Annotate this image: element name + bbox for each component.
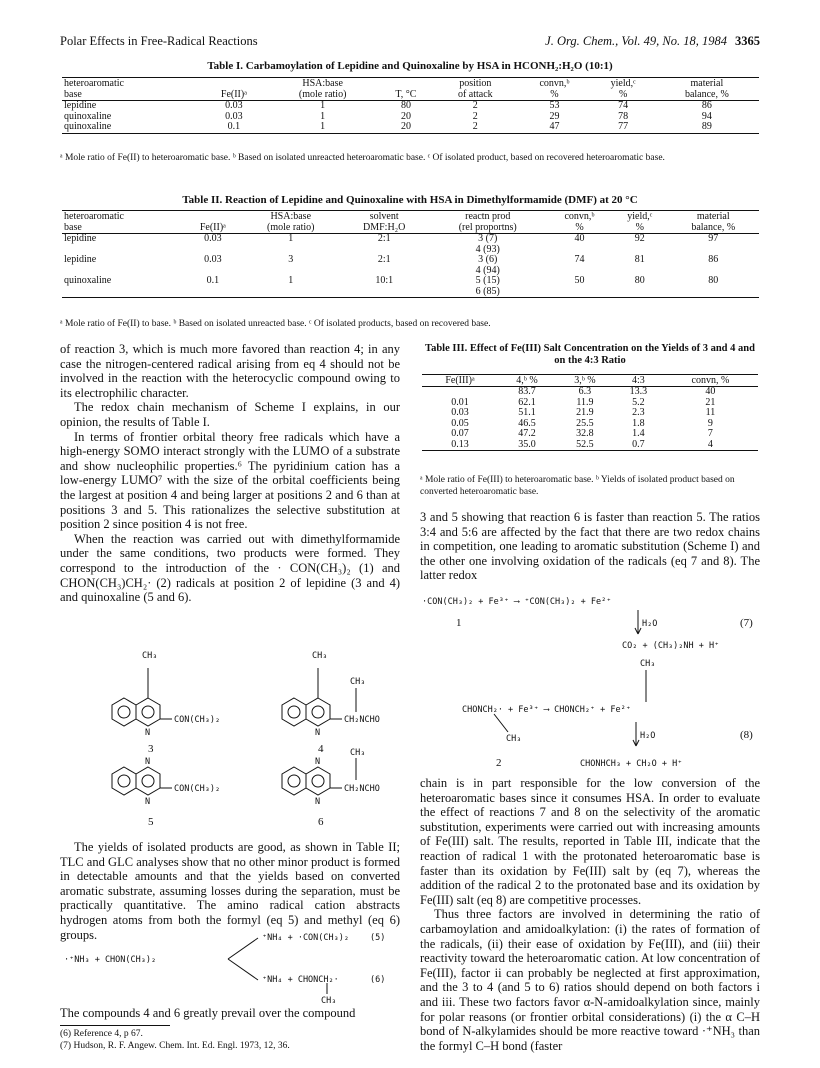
table-cell: 5 (15) 6 (85) <box>429 276 548 298</box>
table3-title: Table III. Effect of Fe(III) Salt Concentration on the Yields of 3 and 4 and on the 4:3 Ratio <box>425 343 755 366</box>
column-header: Fe(II)ᵃ <box>201 89 266 101</box>
n-label: N <box>145 757 151 767</box>
radical-label: 1 <box>456 617 462 629</box>
page-number: 3365 <box>735 34 760 48</box>
right-column-bottom <box>420 776 760 1053</box>
water-label: H₂O <box>640 731 656 741</box>
column-header: % <box>612 222 668 234</box>
table-cell: 80 <box>668 276 759 298</box>
table-cell: 74 <box>618 100 629 111</box>
right-column-top <box>420 510 760 583</box>
column-header: DMF:H₂O <box>340 222 429 234</box>
table-cell: 35.0 <box>498 440 556 451</box>
column-header: (rel proportns) <box>429 222 548 234</box>
column-header: Fe(II)ᵃ <box>184 222 241 234</box>
table-row <box>422 408 758 419</box>
table-cell: 2 <box>472 110 478 122</box>
ch3-label: CH₃ <box>506 734 522 744</box>
table-cell: quinoxaline <box>64 110 112 122</box>
reference-7: (7) Hudson, R. F. Angew. Chem. Int. Ed. Engl. 1973, 12, 36. <box>60 1041 290 1051</box>
column-header <box>379 78 434 90</box>
paragraph: of reaction 3, which is much more favored than reaction 4; in any case the nitrogen-centered radical arising from eq 4 should not be involved in the reaction with the heterocyclic compound owing to its electrophilic character. <box>60 342 400 400</box>
substituent-label: CH₂NCHO <box>344 784 380 794</box>
table-row <box>422 387 758 398</box>
eq56-reactant: ·⁺NH₃ + CHON(CH₃)₂ <box>64 955 157 965</box>
eq8-products: CHONHCH₃ + CH₂O + H⁺ <box>580 759 683 769</box>
column-header <box>184 211 241 223</box>
table-cell: lepidine <box>64 233 97 244</box>
table2-footnote: ᵃ Mole ratio of Fe(II) to base. ᵇ Based on isolated unreacted base. ᶜ Of isolated products, based on recovered base. <box>60 319 491 329</box>
table2 <box>62 210 759 298</box>
compound-label: 6 <box>318 816 324 828</box>
column-header: % <box>517 89 591 101</box>
column-header: balance, % <box>668 222 759 234</box>
table-cell: 9 <box>707 417 713 429</box>
eq7-products: CO₂ + (CH₃)₂NH + H⁺ <box>622 641 720 651</box>
ring <box>136 698 160 726</box>
table-cell: 53 <box>549 100 560 111</box>
table-cell: 40 <box>574 233 585 244</box>
eq-number: (8) <box>740 729 753 741</box>
table-cell: quinoxaline <box>62 276 184 298</box>
column-header: Fe(III)ᵃ <box>422 375 498 387</box>
column-header: balance, % <box>655 89 759 101</box>
column-header: % <box>592 89 655 101</box>
table-cell: 3 (6) 4 (94) <box>475 254 500 276</box>
table3 <box>422 374 758 451</box>
n-label: N <box>315 797 321 807</box>
table-cell: 46.5 <box>518 417 536 429</box>
table-cell: 62.1 <box>518 396 536 408</box>
table-cell: 92 <box>634 233 645 244</box>
table-cell: 2.3 <box>632 407 645 418</box>
table-cell: 20 <box>379 122 434 133</box>
column-header: T, °C <box>379 89 434 101</box>
table1-footnote: ᵃ Mole ratio of Fe(II) to heteroaromatic base. ᵇ Based on isolated unreacted heteroaromatic base. ᶜ Of isolated product, based on recovered heteroaromatic base. <box>60 153 665 163</box>
table-cell: 2 <box>472 100 478 111</box>
table-cell: 74 <box>574 254 585 265</box>
table-row <box>62 255 759 276</box>
table-cell: 80 <box>400 100 411 111</box>
table-cell: 10:1 <box>340 276 429 298</box>
table-cell: 83.7 <box>518 386 536 397</box>
table-cell: 52.5 <box>556 440 614 451</box>
reference-6: (6) Reference 4, p 67. <box>60 1029 143 1039</box>
column-header: position <box>433 78 517 90</box>
running-header <box>60 34 760 52</box>
eq-number: (6) <box>370 975 386 985</box>
table-cell: 1 <box>288 233 294 244</box>
paragraph: Thus three factors are involved in determining the ratio of carbamoylation and amidoalkylation: (i) the rates of formation of the radicals, (ii) their ease of oxidation by Fe(III), and (iii) their reactivity toward the heteroaromatic cation. At low concentration of Fe(III), factor ii can probably be neglected at first approximation, and the 3 to 4 (and 5 to 6) ratios should depend on both factors i and iii. These two factors favor α-N-amidoalkylation since, mainly for polar reasons (or frontier orbital considerations) (i) the α C–H bond of N-alkylamides should be more reactive toward ·⁺NH₃ than the formyl C–H bond (faster <box>420 907 760 1053</box>
table-cell: 47.2 <box>518 428 536 439</box>
table-cell: 21.9 <box>576 407 594 418</box>
table-cell: 0.03 <box>204 233 222 244</box>
column-header: reactn prod <box>429 211 548 223</box>
table-cell: 51.1 <box>518 407 536 418</box>
column-header: heteroaromatic <box>62 78 201 90</box>
table-cell: 0.03 <box>225 100 243 111</box>
table-cell: 11 <box>705 407 716 418</box>
column-header: HSA:base <box>267 78 379 90</box>
table-cell: 1 <box>242 276 340 298</box>
compound-label: 5 <box>148 816 154 828</box>
table-cell: 0.01 <box>451 396 469 408</box>
eq-number: (7) <box>740 617 753 629</box>
table-cell: 1.4 <box>632 428 645 439</box>
substituent-label: CON(CH₃)₂ <box>174 715 221 725</box>
column-header: material <box>668 211 759 223</box>
table-cell: 13.3 <box>629 386 648 397</box>
table-cell: 0.05 <box>451 417 469 429</box>
table-cell: 25.5 <box>576 417 594 429</box>
ch3-label: CH₃ <box>312 651 328 661</box>
table-cell: 40 <box>705 386 716 397</box>
column-header: (mole ratio) <box>267 89 379 101</box>
table-cell: 1 <box>320 100 326 111</box>
table-cell: 1 <box>267 122 379 133</box>
radical-label: 2 <box>496 757 502 769</box>
ch3-label: CH₃ <box>350 677 366 687</box>
column-header: convn, % <box>663 375 758 387</box>
table-cell: 4 <box>663 440 758 451</box>
column-header <box>201 78 266 90</box>
table-cell: 2 <box>433 122 517 133</box>
column-header: yield,ᶜ <box>592 78 655 90</box>
table-cell: 80 <box>612 276 668 298</box>
table-row <box>62 122 759 133</box>
table-cell: 2:1 <box>377 233 391 244</box>
references <box>60 1028 400 1052</box>
table-cell: 0.13 <box>422 440 498 451</box>
table-cell: quinoxaline <box>62 122 201 133</box>
paragraph: 3 and 5 showing that reaction 6 is faster than reaction 5. The ratios 3:4 and 5:6 are affected by the fact that there are two redox chains in competition, one leading to aromatic substitution (Scheme I) and the other one involving oxidation of the radicals (eq 7 and 8). The latter redox <box>420 510 760 583</box>
column-header: 4:3 <box>614 375 663 387</box>
table-cell: 0.03 <box>451 407 469 418</box>
compound-label: 4 <box>318 743 324 755</box>
table-cell: 11.9 <box>576 396 594 408</box>
table-cell: 2:1 <box>377 254 391 265</box>
table-cell: 21 <box>705 396 716 408</box>
column-header: convn,ᵇ <box>517 78 591 90</box>
table-cell: 3 (7) 4 (93) <box>475 233 500 255</box>
ch3-label: CH₃ <box>640 659 656 669</box>
eq7-line: ·CON(CH₃)₂ + Fe³⁺ ⟶ ⁺CON(CH₃)₂ + Fe²⁺ <box>422 597 612 607</box>
eq-number: (5) <box>370 933 386 943</box>
table1 <box>62 77 759 134</box>
table-cell: 3 <box>288 254 294 265</box>
n-label: N <box>145 797 151 807</box>
paragraph: In terms of frontier orbital theory free radicals which have a high-energy SOMO interact strongly with the LUMO of a substrate and show nucleophilic properties.⁶ The pyridinium cation has a low-energy LUMO⁷ with the size of the orbital coefficients being the largest at position 4 and being larger at positions 2 and 6 than at positions 3 and 5. This rationalizes the selective substitution at position 2 since position 4 is not free. <box>60 429 400 532</box>
substituent-label: CH₂NCHO <box>344 715 380 725</box>
ring <box>112 698 136 726</box>
table-cell: 6.3 <box>578 386 592 397</box>
left-column-top <box>60 342 400 605</box>
table-cell: 47 <box>517 122 591 133</box>
table-row <box>62 234 759 256</box>
table-cell: 97 <box>708 233 719 244</box>
paragraph: The compounds 4 and 6 greatly prevail over the compound <box>60 1006 356 1020</box>
column-header: % <box>547 222 612 234</box>
paragraph: When the reaction was carried out with dimethylformamide under the same conditions, two products were formed. They correspond to the introduction of the · CON(CH₃)₂ (1) and CHON(CH₃)CH₂· (2) radicals at position 2 of lepidine (3 and 4) and quinoxaline (5 and 6). <box>60 531 400 605</box>
table-cell: lepidine <box>64 254 97 265</box>
table-cell: 0.1 <box>184 276 241 298</box>
ch3-label: CH₃ <box>321 996 337 1004</box>
column-header: heteroaromatic <box>62 211 184 223</box>
equations-5-6 <box>60 926 400 1004</box>
eq5-product: ⁺NH₄ + ·CON(CH₃)₂ <box>262 933 349 943</box>
paragraph: chain is in part responsible for the low conversion of the heteroaromatic bases since it consumes HSA. In order to evaluate the effect of reactions 7 and 8 on the selectivity of the aromatic substitution, experiments were carried out with increasing amounts of Fe(III) salt. The results, reported in Table III, indicate that the reaction of radical 1 with the protonated heteroaromatic base is faster than its oxidation by Fe(III) salt by (eq 7), whereas the addition of the radical 2 to the protonated base and its oxidation by Fe(III) salt (eq 8) are competitive processes. <box>420 776 760 907</box>
table-cell: 89 <box>655 122 759 133</box>
column-header: convn,ᵇ <box>547 211 612 223</box>
column-header: (mole ratio) <box>242 222 340 234</box>
column-header: base <box>62 222 184 234</box>
column-header: HSA:base <box>242 211 340 223</box>
water-label: H₂O <box>642 619 658 629</box>
table2-title: Table II. Reaction of Lepidine and Quinoxaline with HSA in Dimethylformamide (DMF) at 20 °C <box>182 194 638 206</box>
column-header: material <box>655 78 759 90</box>
footnote-rule <box>60 1025 170 1026</box>
journal-citation: J. Org. Chem., Vol. 49, No. 18, 1984 <box>545 34 727 48</box>
table3-footnote: ᵃ Mole ratio of Fe(III) to heteroaromatic base. ᵇ Yields of isolated product based on converted heteroaromatic base. <box>420 475 735 497</box>
table-cell: 1.8 <box>632 417 645 429</box>
n-label: N <box>145 728 151 738</box>
column-header: yield,ᶜ <box>612 211 668 223</box>
table-row <box>62 101 759 112</box>
table-cell: 0.07 <box>451 428 469 439</box>
table-cell: 29 <box>549 110 560 122</box>
table-cell: 50 <box>547 276 612 298</box>
table-cell: 7 <box>707 428 713 439</box>
n-label: N <box>315 757 321 767</box>
table-cell: 81 <box>634 254 645 265</box>
table-cell: 0.03 <box>225 110 243 122</box>
table-cell: 0.03 <box>204 254 222 265</box>
substituent-label: CON(CH₃)₂ <box>174 784 221 794</box>
column-header: 4,ᵇ % <box>498 375 556 387</box>
paragraph: The yields of isolated products are good, as shown in Table II; TLC and GLC analyses show that no other minor product is formed in detectable amounts and that the yields based on converted aromatic substrate, assuming losses during the separation, must be practically quantitative. The amino radical cation abstracts hydrogen atoms from both the formyl (eq 5) and methyl (eq 6) groups. <box>60 840 400 942</box>
header-title: Polar Effects in Free-Radical Reactions <box>60 34 258 48</box>
table-row <box>422 429 758 440</box>
table-cell: 77 <box>592 122 655 133</box>
compound-label: 3 <box>148 743 154 755</box>
ch3-label: CH₃ <box>142 651 158 661</box>
table-cell: 0.7 <box>614 440 663 451</box>
table-row <box>422 440 758 451</box>
header-journal <box>545 34 760 49</box>
table-cell <box>422 387 498 398</box>
column-header: 3,ᵇ % <box>556 375 614 387</box>
table-cell: lepidine <box>64 100 97 111</box>
table-cell: 78 <box>618 110 629 122</box>
left-column-end <box>60 1006 400 1021</box>
eq6-product: ⁺NH₄ + CHONCH₂· <box>262 975 339 985</box>
table-cell: 5.2 <box>632 396 645 408</box>
table1-title: Table I. Carbamoylation of Lepidine and Quinoxaline by HSA in HCONH₂:H₂O (10:1) <box>207 60 613 72</box>
equations-7-8 <box>420 590 760 774</box>
table-cell: 32.8 <box>576 428 594 439</box>
structures-figure <box>60 640 400 835</box>
table-row <box>62 276 759 298</box>
table-cell: 86 <box>708 254 719 265</box>
column-header: base <box>62 89 201 101</box>
n-label: N <box>315 728 321 738</box>
table-cell: 0.1 <box>201 122 266 133</box>
column-header: of attack <box>433 89 517 101</box>
table-cell: 20 <box>400 110 411 122</box>
table-cell: 1 <box>320 110 326 122</box>
ch3-label: CH₃ <box>350 748 366 758</box>
table-cell: 86 <box>701 100 712 111</box>
paragraph: The redox chain mechanism of Scheme I explains, in our opinion, the results of Table I. <box>60 400 400 429</box>
table-cell: 94 <box>701 110 712 122</box>
eq8-line: CHONCH₂· + Fe³⁺ ⟶ CHONCH₂⁺ + Fe²⁺ <box>462 705 631 715</box>
column-header: solvent <box>340 211 429 223</box>
